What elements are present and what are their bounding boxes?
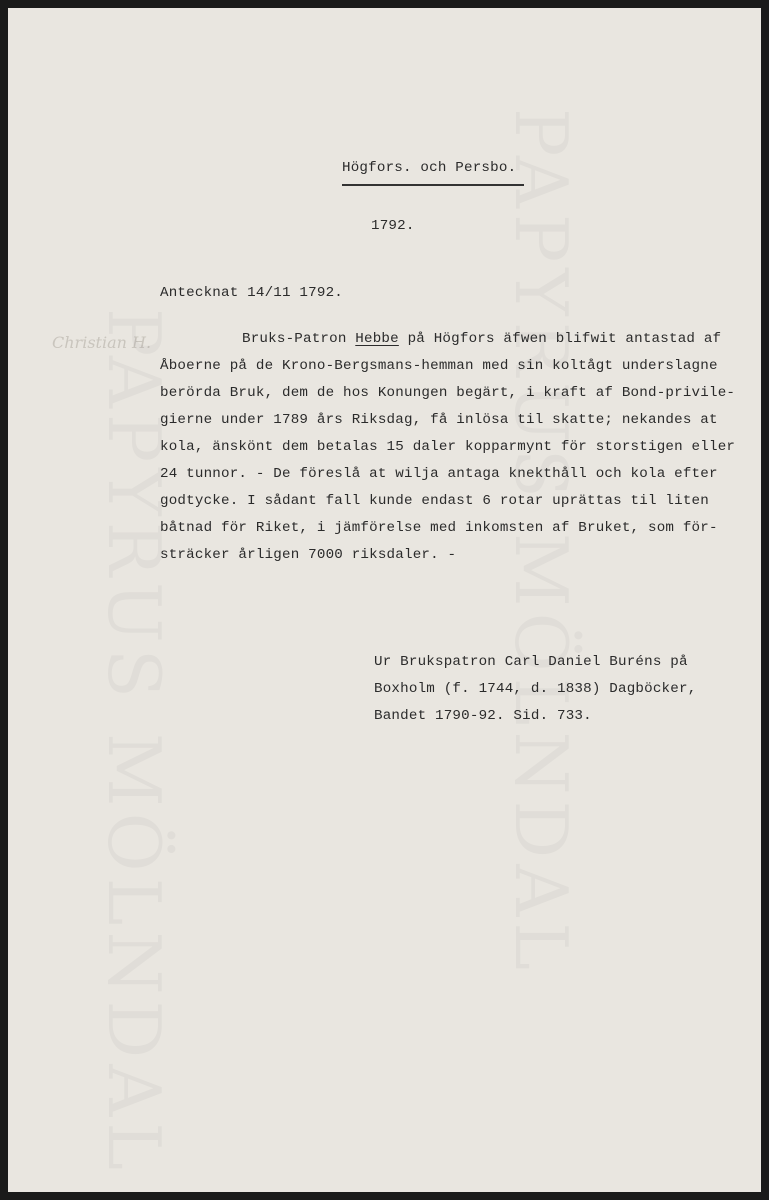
body-line-1 [242,331,721,347]
body-line-2: Åboerne på de Krono-Bergsmans-hemman med sin koltågt underslagne [160,358,718,374]
source-line-1: Ur Brukspatron Carl Daniel Buréns på [374,654,688,670]
body-line-8: båtnad för Riket, i jämförelse med inkomsten af Bruket, som för- [160,520,718,536]
watermark-right [499,108,583,976]
document-year: 1792. [371,218,415,234]
body-line-4: gierne under 1789 års Riksdag, få inlösa til skatte; nekandes at [160,412,718,428]
body-line-5: kola, änskönt dem betalas 15 daler kopparmynt för storstigen eller [160,439,736,455]
heading-underline [342,184,524,186]
body-line-6: 24 tunnor. - De föreslå at wilja antaga knekthåll och kola efter [160,466,718,482]
noted-date: Antecknat 14/11 1792. [160,285,343,301]
document-page [8,8,761,1192]
underlined-name: Hebbe [355,331,399,347]
document-heading: Högfors. och Persbo. [342,160,517,176]
body-line-3: berörda Bruk, dem de hos Konungen begärt, i kraft af Bond-privile- [160,385,736,401]
margin-annotation: Christian H. [52,333,152,352]
body-line-7: godtycke. I sådant fall kunde endast 6 rotar uprättas til liten [160,493,709,509]
body-line-9: sträcker årligen 7000 riksdaler. - [160,547,457,563]
source-line-3: Bandet 1790-92. Sid. 733. [374,708,592,724]
body-line-1-end: på Högfors äfwen blifwit antastad af [398,331,722,347]
source-line-2: Boxholm (f. 1744, d. 1838) Dagböcker, [374,681,697,697]
body-line-1-start: Bruks-Patron [242,331,356,347]
